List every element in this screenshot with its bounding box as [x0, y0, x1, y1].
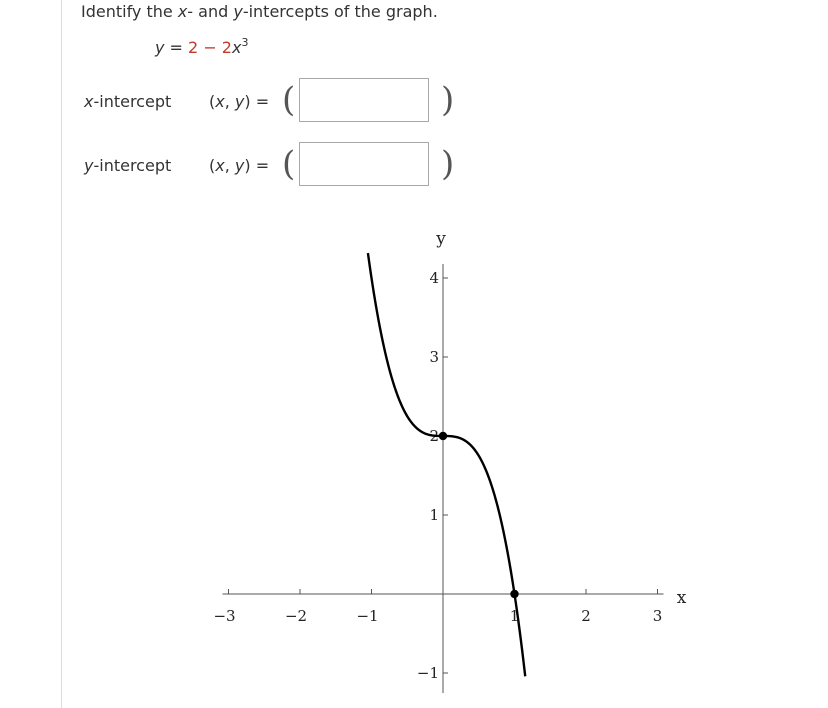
prompt-text: -intercepts of the graph. — [242, 2, 438, 21]
label-text: -intercept — [93, 156, 172, 175]
x-tick-label: −2 — [284, 607, 308, 625]
label-var: y — [84, 156, 94, 175]
pair-open: ( — [209, 156, 216, 175]
x-tick-label: 2 — [581, 607, 591, 625]
pair-y: y — [234, 92, 245, 111]
intercept-point — [439, 432, 447, 440]
x-tick-label: 3 — [652, 607, 663, 625]
prompt-text: Identify the — [81, 2, 178, 21]
x-tick-label: 1 — [509, 607, 520, 625]
label-text: -intercept — [93, 92, 172, 111]
equation-lhs: y — [155, 38, 165, 57]
pair-y: y — [234, 156, 245, 175]
pair-close: ) = — [244, 156, 270, 175]
right-paren: ) — [441, 80, 455, 120]
prompt-text: - and — [187, 2, 234, 21]
left-paren: ( — [282, 80, 296, 120]
x-tick-label: −3 — [213, 607, 236, 625]
function-curve — [368, 253, 525, 676]
pair-sep: , — [224, 92, 235, 111]
left-paren: ( — [282, 144, 296, 184]
right-paren: ) — [441, 144, 455, 184]
prompt-var-y: y — [233, 2, 243, 21]
equation-var: x — [231, 38, 242, 57]
pair-sep: , — [224, 156, 235, 175]
y-tick-label: 4 — [429, 269, 439, 287]
prompt-var-x: x — [177, 2, 188, 21]
pair-open: ( — [209, 92, 216, 111]
y-tick-label: 2 — [429, 427, 439, 445]
intercept-point — [510, 590, 518, 598]
y-tick-label: 3 — [429, 348, 439, 366]
y-axis-label: y — [436, 229, 446, 249]
equation-rhs: 2 − 2 — [188, 38, 232, 57]
equation-exponent: 3 — [241, 36, 249, 49]
x-tick-label: −1 — [356, 607, 379, 625]
pair-x: x — [215, 92, 225, 111]
x-axis-label: x — [676, 588, 687, 608]
label-var: x — [84, 92, 94, 111]
y-tick-label: 1 — [429, 506, 439, 524]
y-tick-label: −1 — [416, 664, 439, 682]
equation-equals: = — [164, 38, 189, 57]
pair-x: x — [215, 156, 225, 175]
pair-close: ) = — [244, 92, 270, 111]
